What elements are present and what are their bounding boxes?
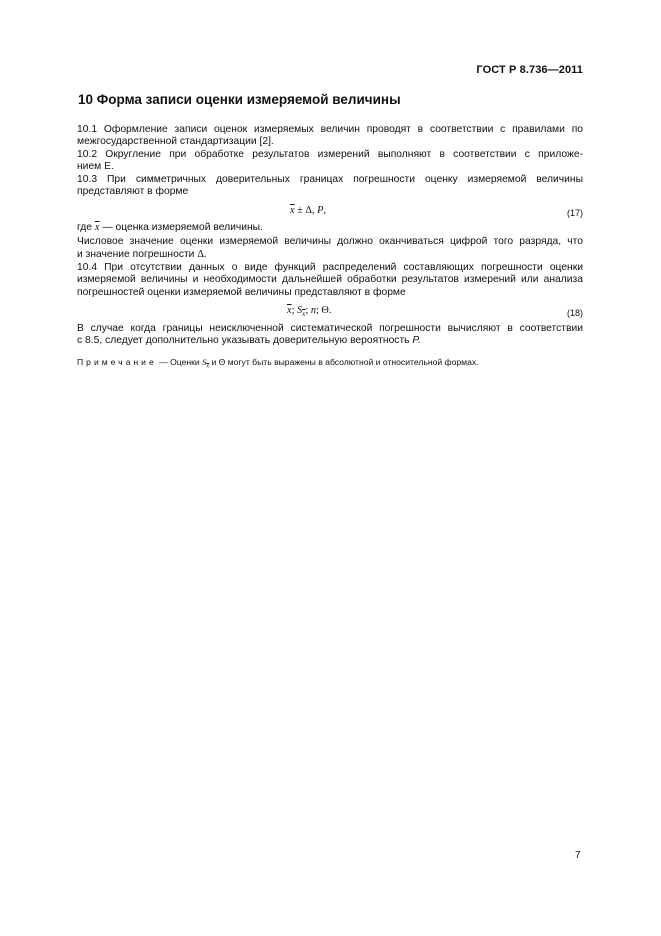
formula-18-n: n (310, 305, 316, 316)
formula-17 (290, 205, 326, 216)
paragraph-10-1-line-2: межгосударственной стандартизации [2]. (77, 136, 274, 147)
formula-17-plus-minus-delta: ± Δ, (294, 205, 318, 216)
note: Примечание — Оценки $S_{\overline{x}}$ и Θ могут быть выражены в абсолютной и относительной формах. (77, 357, 479, 370)
paragraph-10-3-line-1: 10.3 При симметричных доверительных границах погрешности оценку измеряемой величины (77, 174, 583, 185)
probability-symbol: P. (412, 335, 421, 346)
where-line: где $\overline{x}$ — оценка измеряемой величины. (77, 222, 263, 233)
paragraph-10-4-line-2: измеряемой величины и необходимости дальнейшей обработки результатов измерений или анализа (77, 274, 583, 285)
section-title: 10 Форма записи оценки измеряемой величины (78, 92, 401, 107)
paragraph-10-4-line-1: 10.4 При отсутствии данных о виде функций распределений составляющих погрешности оценки (77, 262, 583, 273)
equation-number-17: (17) (566, 208, 583, 218)
formula-18-theta: Θ. (321, 305, 332, 316)
formula-17-x-bar: $\overline{x}$ (290, 205, 295, 216)
paragraph-10-2-line-1: 10.2 Округление при обработке результатов измерений выполняют в соответствии с приложе- (77, 149, 583, 160)
paragraph-10-4-line-3: погрешностей оценки измеряемой величины представляют в форме (77, 287, 406, 298)
paragraph-10-2-line-2: нием Е. (77, 161, 114, 172)
delta-symbol: Δ. (197, 249, 207, 260)
note-s: S (202, 357, 207, 367)
note-label: Примечание (77, 357, 157, 367)
formula-18-x-bar: $\overline{x}$ (287, 305, 292, 316)
paragraph-10-3-line-2: представляют в форме (77, 186, 189, 197)
formula-17-p: P (317, 205, 324, 216)
equation-number-18: (18) (566, 308, 583, 318)
formula-18: $\overline{x}$; $S_{\overline{x}}$; n; Θ. (287, 305, 332, 319)
rounding-line-1: Числовое значение оценки измеряемой величины должно оканчиваться цифрой того разряда, что (77, 236, 583, 247)
rounding-line-2: и значение погрешности Δ. (77, 249, 207, 260)
formula-18-s-subscript: x (302, 310, 306, 319)
where-x-bar: $\overline{x}$ (94, 222, 100, 233)
systematic-line-1: В случае когда границы неисключенной систематической погрешности вычисляют в соответствии (77, 323, 583, 334)
formula-18-s: S (297, 305, 303, 316)
note-s-subscript: x (206, 363, 210, 370)
standard-code: ГОСТ Р 8.736—2011 (476, 64, 583, 76)
paragraph-10-1-line-1: 10.1 Оформление записи оценок измеряемых величин проводят в соответствии с правилами по (77, 124, 583, 135)
systematic-line-2: с 8.5, следует дополнительно указывать доверительную вероятность P. (77, 335, 421, 346)
page-number: 7 (575, 850, 581, 861)
formula-17-comma: , (323, 205, 327, 216)
